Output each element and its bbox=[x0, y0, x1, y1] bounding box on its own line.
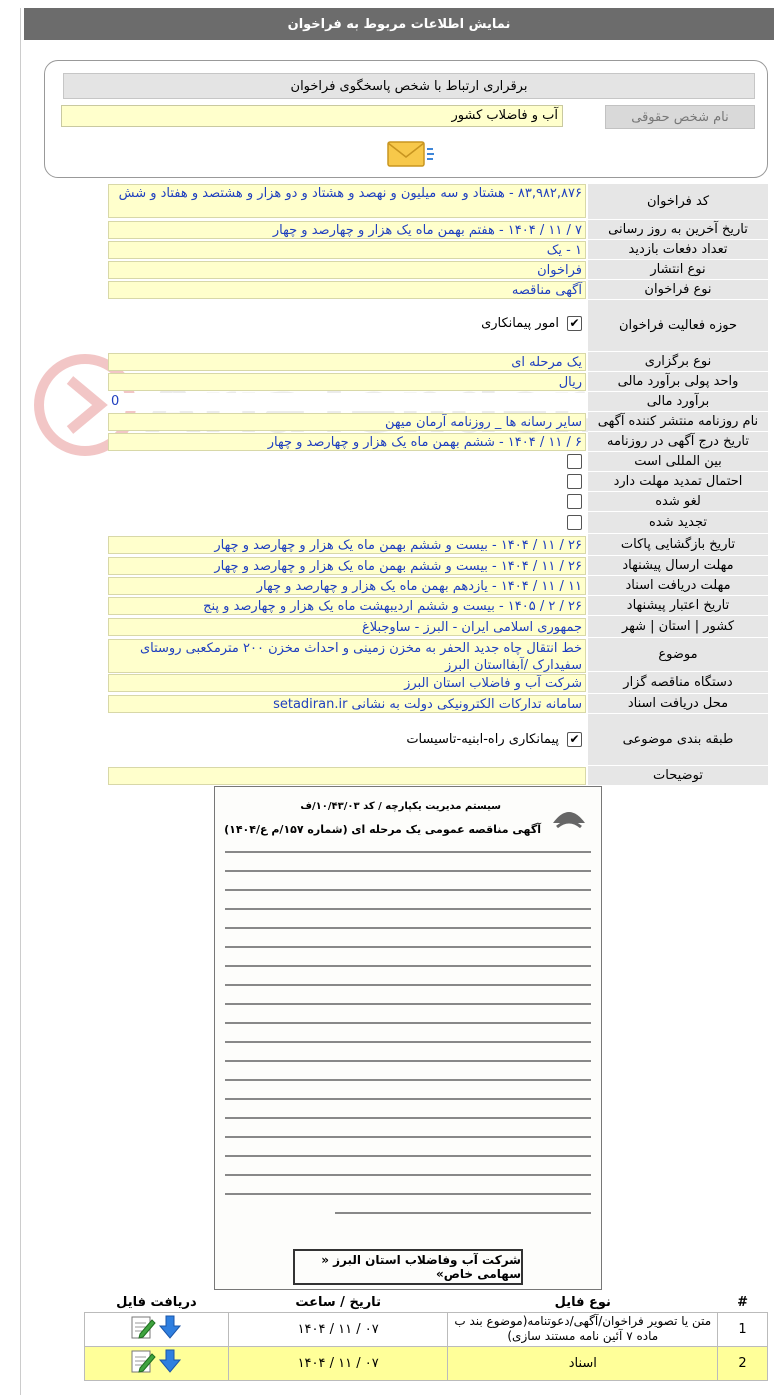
row-newspaper-date bbox=[108, 432, 768, 452]
row-renewed bbox=[108, 512, 768, 534]
activity-field-checkbox[interactable]: ✔ bbox=[567, 316, 582, 331]
col-file-type: نوع فایل bbox=[554, 1295, 611, 1311]
description-label: توضیحات bbox=[588, 766, 768, 786]
category-label: طبقه بندی موضوعی bbox=[588, 714, 768, 766]
tender-code-value: ۸۳,۹۸۲,۸۷۶ - هشتاد و سه میلیون و نهصد و هشتاد و دو هزار و هشتصد و هفتاد و شش bbox=[108, 184, 586, 218]
location-label: کشور | استان | شهر bbox=[588, 616, 768, 638]
category-option bbox=[406, 732, 582, 747]
activity-field-option bbox=[481, 316, 582, 331]
publish-type-label: نوع انتشار bbox=[588, 260, 768, 280]
file-number: 2 bbox=[718, 1346, 768, 1380]
documents-deadline-label: مهلت دریافت اسناد bbox=[588, 576, 768, 596]
renewed-checkbox[interactable] bbox=[567, 515, 582, 530]
location-value: جمهوری اسلامی ایران - البرز - ساوجبلاغ bbox=[108, 618, 586, 636]
extension-checkbox[interactable] bbox=[567, 474, 582, 489]
file-download-cell bbox=[85, 1312, 229, 1346]
file-date: ۰۷ / ۱۱ / ۱۴۰۴ bbox=[228, 1312, 448, 1346]
cancelled-checkbox[interactable] bbox=[567, 494, 582, 509]
col-download: دریافت فایل bbox=[116, 1295, 197, 1311]
file-type: متن یا تصویر فراخوان/آگهی/دعوتنامه(موضوع بند ب ماده ۷ آئین نامه مستند سازی) bbox=[448, 1312, 718, 1346]
download-arrow-icon[interactable] bbox=[158, 1348, 182, 1374]
international-checkbox[interactable] bbox=[567, 454, 582, 469]
proposal-validity-value: ۲۶ / ۲ / ۱۴۰۵ - بیست و ششم اردیبهشت ماه یک هزار و چهارصد و پنج bbox=[108, 597, 586, 615]
last-update-value: ۷ / ۱۱ / ۱۴۰۴ - هفتم بهمن ماه یک هزار و چهارصد و چهار bbox=[108, 221, 586, 239]
download-arrow-icon[interactable] bbox=[158, 1314, 182, 1340]
extension-option bbox=[559, 474, 582, 489]
renewed-option bbox=[559, 515, 582, 530]
subject-label: موضوع bbox=[588, 638, 768, 672]
row-tender-code bbox=[108, 184, 768, 220]
cancelled-option bbox=[559, 494, 582, 509]
edit-document-icon[interactable] bbox=[130, 1348, 156, 1374]
international-option bbox=[559, 454, 582, 469]
row-location bbox=[108, 616, 768, 638]
category-text: پیمانکاری راه-ابنیه-تاسیسات bbox=[406, 732, 559, 747]
notice-body bbox=[225, 851, 591, 1231]
opening-date-label: تاریخ بازگشایی پاکات bbox=[588, 534, 768, 556]
contact-responder-button[interactable]: برقراری ارتباط با شخص پاسخگوی فراخوان bbox=[63, 73, 755, 99]
file-type: اسناد bbox=[448, 1346, 718, 1380]
file-date: ۰۷ / ۱۱ / ۱۴۰۴ bbox=[228, 1346, 448, 1380]
category-checkbox[interactable]: ✔ bbox=[567, 732, 582, 747]
organizer-value: شرکت آب و فاضلاب استان البرز bbox=[108, 674, 586, 692]
files-header-row bbox=[85, 1294, 768, 1312]
row-description bbox=[108, 766, 768, 786]
row-holding-type bbox=[108, 352, 768, 372]
documents-deadline-value: ۱۱ / ۱۱ / ۱۴۰۴ - یازدهم بهمن ماه یک هزار و چهارصد و چهار bbox=[108, 577, 586, 595]
files-table bbox=[84, 1294, 768, 1381]
row-organizer bbox=[108, 672, 768, 694]
extension-label: احتمال تمدید مهلت دارد bbox=[588, 472, 768, 492]
legal-entity-value: آب و فاضلاب کشور bbox=[61, 105, 563, 127]
col-date: تاریخ / ساعت bbox=[295, 1295, 381, 1311]
edit-document-icon[interactable] bbox=[130, 1314, 156, 1340]
row-opening-date bbox=[108, 534, 768, 556]
newspaper-value: سایر رسانه ها _ روزنامه آرمان میهن bbox=[108, 413, 586, 431]
notice-footer: شرکت آب وفاضلاب استان البرز « سهامی خاص» bbox=[293, 1249, 523, 1285]
newspaper-label: نام روزنامه منتشر کننده آگهی bbox=[588, 412, 768, 432]
company-logo-icon bbox=[549, 797, 589, 837]
file-row bbox=[85, 1346, 768, 1380]
visit-count-label: تعداد دفعات بازدید bbox=[588, 240, 768, 260]
holding-type-label: نوع برگزاری bbox=[588, 352, 768, 372]
proposal-deadline-value: ۲۶ / ۱۱ / ۱۴۰۴ - بیست و ششم بهمن ماه یک هزار و چهارصد و چهار bbox=[108, 557, 586, 575]
row-currency bbox=[108, 372, 768, 392]
cancelled-label: لغو شده bbox=[588, 492, 768, 512]
documents-place-label: محل دریافت اسناد bbox=[588, 694, 768, 714]
subject-value: خط انتقال چاه جدید الحفر به مخزن زمینی و احداث مخزن ۲۰۰ مترمکعبی روستای سفیدارک /آبفااستان البرز bbox=[108, 639, 586, 673]
documents-place-value: سامانه تدارکات الکترونیکی دولت به نشانی setadiran.ir bbox=[108, 695, 586, 713]
row-publish-type bbox=[108, 260, 768, 280]
renewed-label: تجدید شده bbox=[588, 512, 768, 534]
row-newspaper bbox=[108, 412, 768, 432]
page-title: نمایش اطلاعات مربوط به فراخوان bbox=[24, 8, 774, 40]
estimate-label: برآورد مالی bbox=[588, 392, 768, 412]
file-download-cell bbox=[85, 1346, 229, 1380]
row-subject bbox=[108, 638, 768, 672]
publish-type-value: فراخوان bbox=[108, 261, 586, 279]
proposal-deadline-label: مهلت ارسال پیشنهاد bbox=[588, 556, 768, 576]
legal-entity-label: نام شخص حقوقی bbox=[605, 105, 755, 129]
opening-date-value: ۲۶ / ۱۱ / ۱۴۰۴ - بیست و ششم بهمن ماه یک هزار و چهارصد و چهار bbox=[108, 536, 586, 554]
proposal-validity-label: تاریخ اعتبار پیشنهاد bbox=[588, 596, 768, 616]
row-documents-place bbox=[108, 694, 768, 714]
row-last-update bbox=[108, 220, 768, 240]
tender-code-label: کد فراخوان bbox=[588, 184, 768, 220]
row-tender-type bbox=[108, 280, 768, 300]
tender-type-label: نوع فراخوان bbox=[588, 280, 768, 300]
row-proposal-validity bbox=[108, 596, 768, 616]
row-proposal-deadline bbox=[108, 556, 768, 576]
holding-type-value: یک مرحله ای bbox=[108, 353, 586, 371]
row-visit-count bbox=[108, 240, 768, 260]
row-category bbox=[108, 714, 768, 766]
visit-count-value: ۱ - یک bbox=[108, 241, 586, 259]
contact-panel bbox=[44, 60, 768, 178]
activity-field-text: امور پیمانکاری bbox=[481, 316, 559, 331]
notice-system-code: سیستم مدیریت یکپارچه / کد ۱۰/۴۳/۰۳/ف bbox=[300, 801, 501, 812]
last-update-label: تاریخ آخرین به روز رسانی bbox=[588, 220, 768, 240]
row-extension bbox=[108, 472, 768, 492]
col-number: # bbox=[737, 1295, 748, 1311]
notice-title: آگهی مناقصه عمومی یک مرحله ای (شماره ۱۵۷/م ع/۱۴۰۴) bbox=[224, 823, 541, 836]
organizer-label: دستگاه مناقصه گزار bbox=[588, 672, 768, 694]
estimate-value: 0 bbox=[108, 393, 586, 411]
currency-value: ریال bbox=[108, 373, 586, 391]
newspaper-date-value: ۶ / ۱۱ / ۱۴۰۴ - ششم بهمن ماه یک هزار و چهارصد و چهار bbox=[108, 433, 586, 451]
currency-label: واحد پولی برآورد مالی bbox=[588, 372, 768, 392]
row-activity-field bbox=[108, 300, 768, 352]
newspaper-date-label: تاریخ درج آگهی در روزنامه bbox=[588, 432, 768, 452]
description-value bbox=[108, 767, 586, 785]
row-estimate bbox=[108, 392, 768, 412]
row-documents-deadline bbox=[108, 576, 768, 596]
row-international bbox=[108, 452, 768, 472]
file-number: 1 bbox=[718, 1312, 768, 1346]
tender-notice-image[interactable] bbox=[214, 786, 602, 1290]
row-cancelled bbox=[108, 492, 768, 512]
international-label: بین المللی است bbox=[588, 452, 768, 472]
file-row bbox=[85, 1312, 768, 1346]
envelope-icon[interactable] bbox=[385, 137, 435, 171]
activity-field-label: حوزه فعالیت فراخوان bbox=[588, 300, 768, 352]
tender-type-value: آگهی مناقصه bbox=[108, 281, 586, 299]
